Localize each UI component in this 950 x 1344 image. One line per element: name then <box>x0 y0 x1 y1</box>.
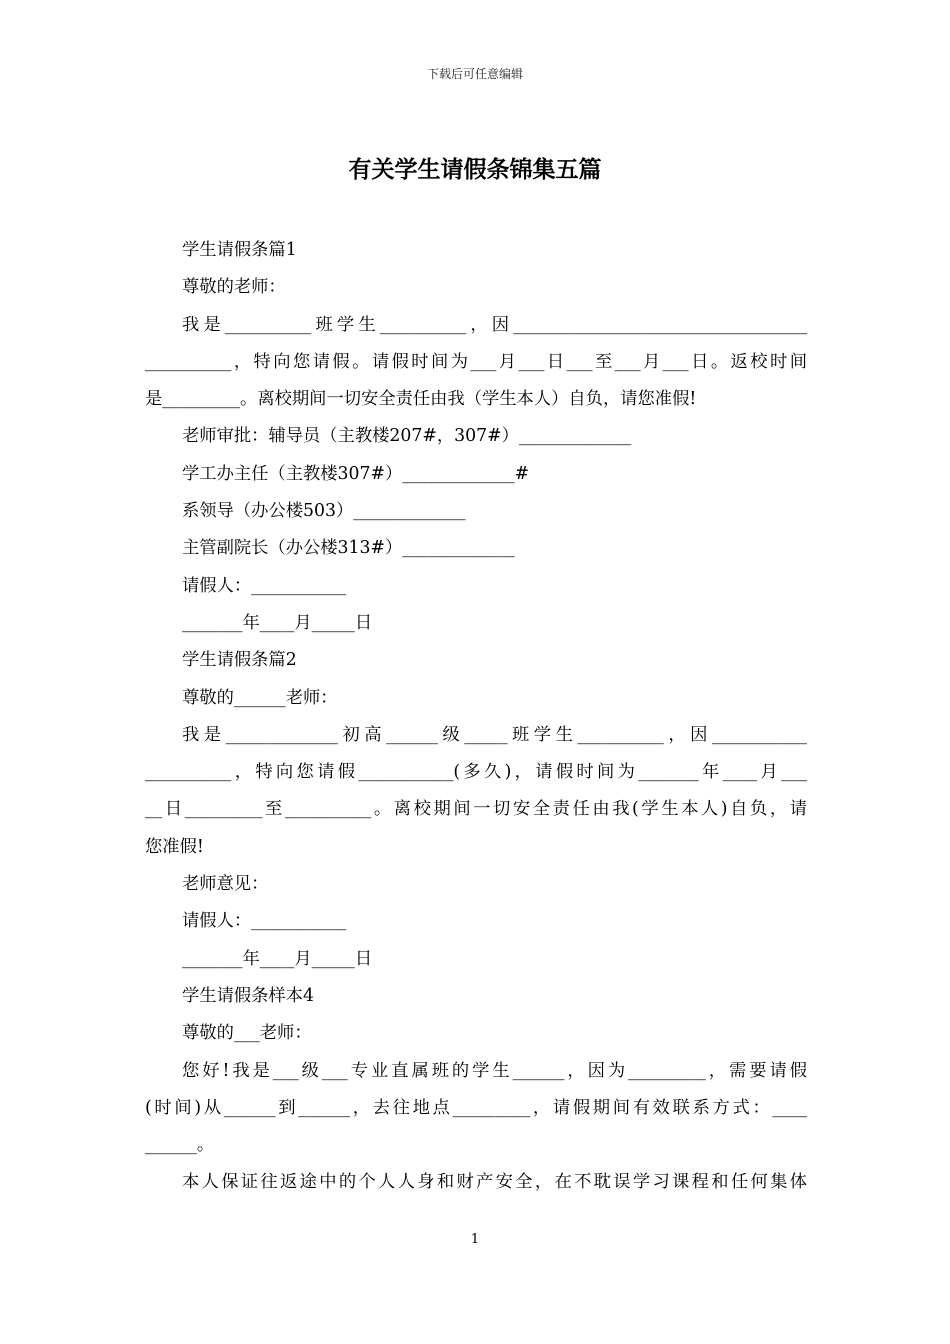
paragraph-line: 本人保证往返途中的个人人身和财产安全，在不耽误学习课程和任何集体 <box>182 1172 807 1193</box>
paragraph-line: 您好!我是___级___专业直属班的学生______，因为_________，需要请假 <box>182 1060 807 1081</box>
header-note: 下载后可任意编辑 <box>426 67 523 81</box>
section-heading: 学生请假条篇2 <box>182 650 297 671</box>
paragraph-line: 我是__________班学生__________，因__________________________________ <box>182 314 807 335</box>
paragraph-line: 您准假! <box>145 836 204 857</box>
salutation: 尊敬的老师： <box>182 277 286 298</box>
salutation: 尊敬的______老师： <box>182 687 338 708</box>
paragraph-line: __日_________至__________。离校期间一切安全责任由我(学生本人)自负，请 <box>145 799 807 820</box>
section-heading: 学生请假条样本4 <box>182 985 314 1006</box>
approval-line: 老师审批：辅导员（主教楼207#，307#）_____________ <box>182 426 632 447</box>
signature-line: 请假人：___________ <box>182 575 347 596</box>
section-heading: 学生请假条篇1 <box>182 240 297 260</box>
date-line: _______年____月_____日 <box>182 948 373 969</box>
paragraph-line: 是_________。离校期间一切安全责任由我（学生本人）自负，请您准假! <box>145 389 697 410</box>
salutation: 尊敬的___老师： <box>182 1023 312 1044</box>
document-body <box>145 232 807 1202</box>
paragraph-line: __________，特向您请假。请假时间为___月___日___至___月___日。返校时间 <box>145 351 807 372</box>
paragraph-line: __________，特向您请假___________(多久)，请假时间为_______年____月___ <box>145 762 807 783</box>
date-line: _______年____月_____日 <box>182 612 373 633</box>
paragraph-line: (时间)从______到______，去往地点_________，请假期间有效联系方式：____ <box>145 1097 807 1118</box>
document-title: 有关学生请假条锦集五篇 <box>348 156 602 183</box>
paragraph-line: 我是_____________初高______级_____班学生__________，因___________ <box>182 724 807 745</box>
approval-line: 学工办主任（主教楼307#）_____________# <box>182 463 530 484</box>
paragraph-line: ______。 <box>145 1135 215 1156</box>
approval-line: 系领导（办公楼503）_____________ <box>182 501 466 522</box>
teacher-opinion-line: 老师意见： <box>182 874 269 895</box>
approval-line: 主管副院长（办公楼313#）_____________ <box>182 538 515 559</box>
signature-line: 请假人：___________ <box>182 911 347 932</box>
page-number: 1 <box>470 1232 480 1247</box>
